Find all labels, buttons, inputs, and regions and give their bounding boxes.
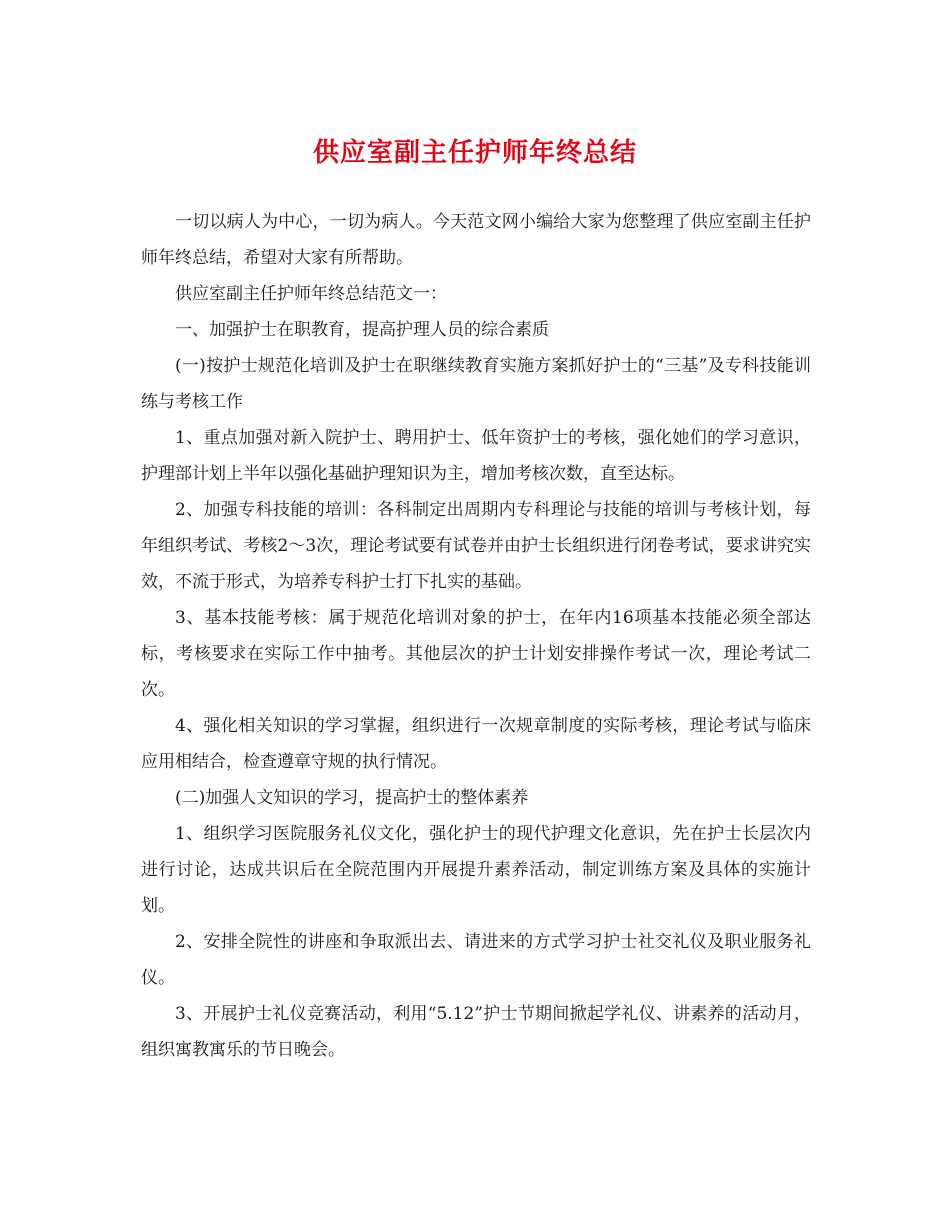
list-item: 3、基本技能考核：属于规范化培训对象的护士，在年内16项基本技能必须全部达标，考核要求在实际工作中抽考。其他层次的护士计划安排操作考试一次，理论考试二次。 — [141, 608, 811, 700]
list-item: 3、开展护士礼仪竞赛活动，利用“5.12”护士节期间掀起学礼仪、讲素养的活动月，组织寓教寓乐的节日晚会。 — [141, 1004, 811, 1060]
list-item: 4、强化相关知识的学习掌握，组织进行一次规章制度的实际考核，理论考试与临床应用相结合，检查遵章守规的执行情况。 — [141, 716, 811, 772]
sample-heading: 供应室副主任护师年终总结范文一： — [175, 284, 447, 304]
subsection-heading-2: (二)加强人文知识的学习，提高护士的整体素养 — [175, 788, 529, 808]
document-body — [141, 204, 811, 1068]
subsection-heading-1: (一)按护士规范化培训及护士在职继续教育实施方案抓好护士的“三基”及专科技能训练与考核工作 — [141, 356, 811, 412]
list-item: 1、重点加强对新入院护士、聘用护士、低年资护士的考核，强化她们的学习意识，护理部计划上半年以强化基础护理知识为主，增加考核次数，直至达标。 — [141, 428, 811, 484]
document-title: 供应室副主任护师年终总结 — [312, 138, 637, 168]
list-item: 2、安排全院性的讲座和争取派出去、请进来的方式学习护士社交礼仪及职业服务礼仪。 — [141, 932, 811, 988]
list-item: 1、组织学习医院服务礼仪文化，强化护士的现代护理文化意识，先在护士长层次内进行讨论，达成共识后在全院范围内开展提升素养活动，制定训练方案及具体的实施计划。 — [141, 824, 811, 916]
section-heading-1: 一、加强护士在职教育，提高护理人员的综合素质 — [175, 320, 549, 340]
intro-paragraph: 一切以病人为中心，一切为病人。今天范文网小编给大家为您整理了供应室副主任护师年终总结，希望对大家有所帮助。 — [141, 212, 811, 268]
list-item: 2、加强专科技能的培训：各科制定出周期内专科理论与技能的培训与考核计划，每年组织考试、考核2～3次，理论考试要有试卷并由护士长组织进行闭卷考试，要求讲究实效，不流于形式，为培养专科护士打下扎实的基础。 — [141, 500, 811, 592]
